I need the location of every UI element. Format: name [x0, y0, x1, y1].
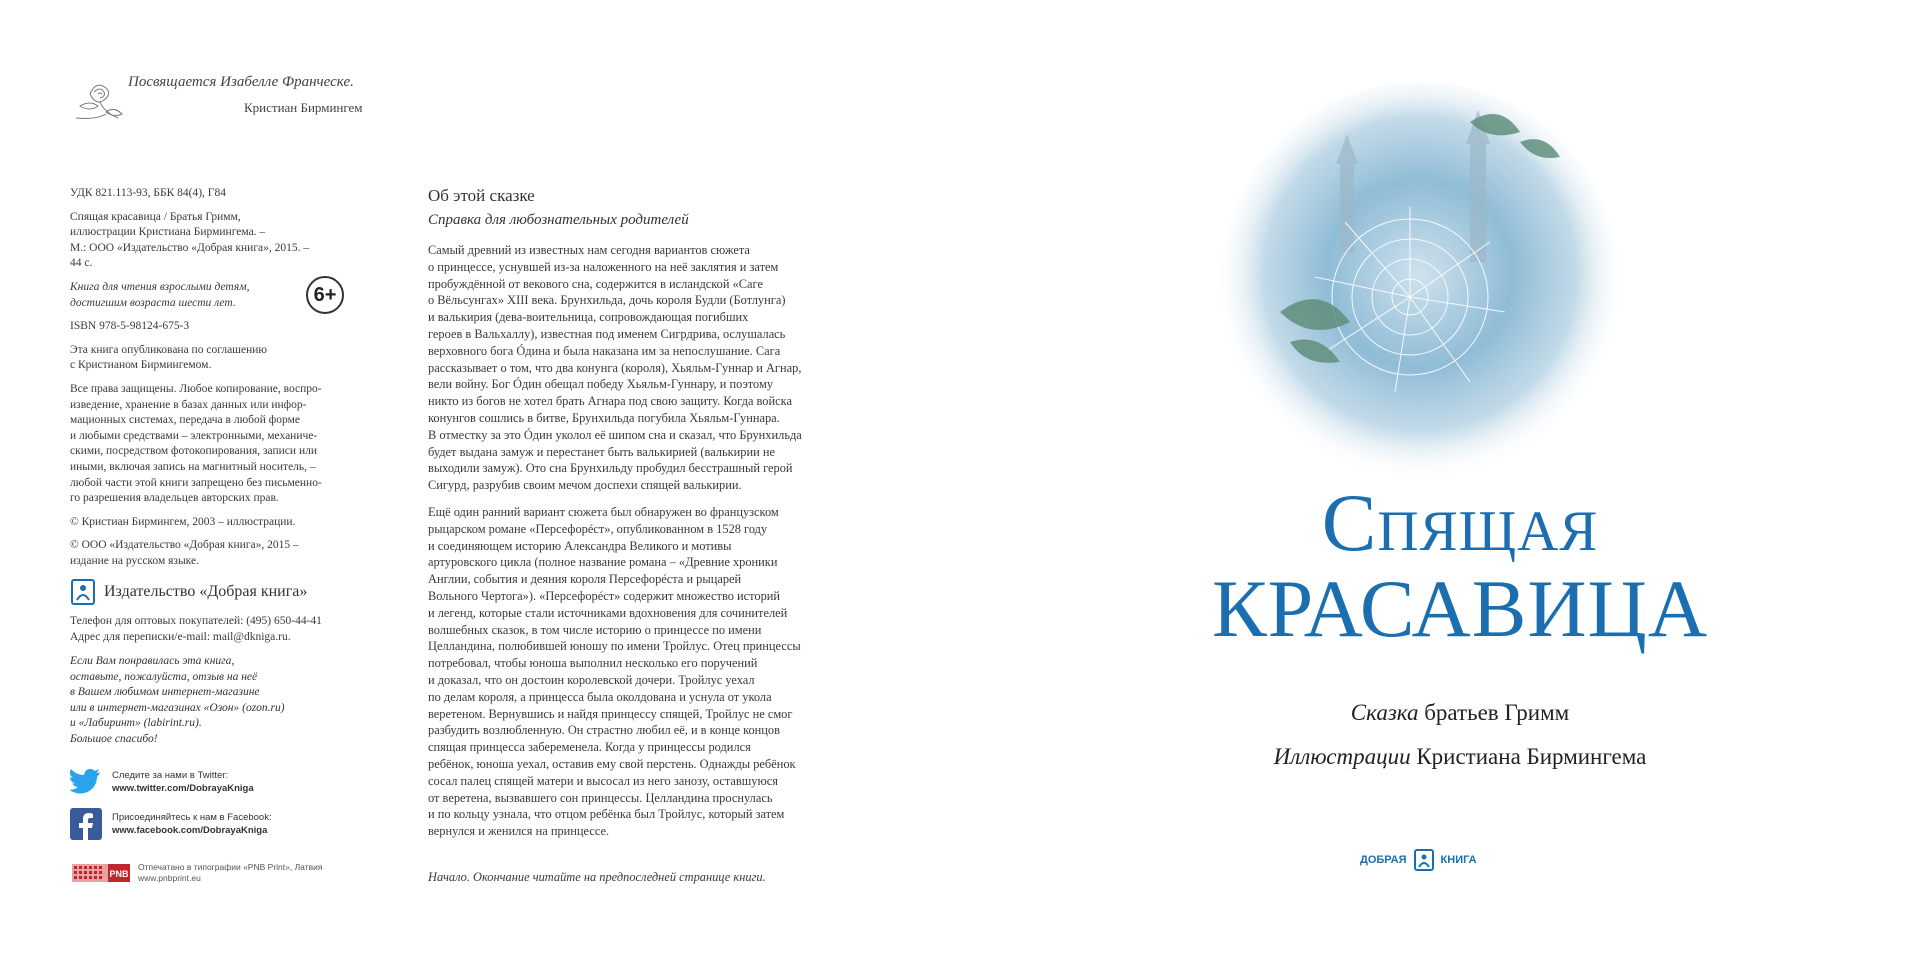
- about-text-line: разбудить возлюбленную. Он страстно любил её, и в конце концов: [428, 723, 780, 738]
- about-text-line: и доказал, что он достоин королевской дочери. Тройлус уехал: [428, 672, 755, 687]
- about-text-line: ребёнок, юноша уехал, оставив ему свой перстень. Однажды ребёнок: [428, 756, 796, 771]
- about-paragraph-2: [428, 504, 868, 840]
- facebook-icon: [70, 808, 102, 840]
- license-note: Эта книга опубликована по соглашению с Кристианом Бирмингемом.: [70, 343, 268, 372]
- about-text-line: Целландина, полюбившей юношу по имени Тройлус. Отец принцессы: [428, 639, 801, 654]
- wholesale-phone: Телефон для оптовых покупателей: (495) 650-44-41: [70, 615, 322, 627]
- continuation-note: Начало. Окончание читайте на предпоследней странице книги.: [428, 870, 766, 884]
- about-text-line: пробуждённой от векового сна, содержится в исландской «Саге: [428, 276, 763, 291]
- publisher-logo-icon: [70, 578, 96, 606]
- about-text-line: артуровского цикла (полное название романа – «Древние хроники: [428, 555, 778, 570]
- about-body: [428, 242, 868, 850]
- review-request: Если Вам понравилась эта книга, оставьте, пожалуйста, отзыв на неё в Вашем любимом интернет-магазине или в интернет-магазинах «Озон» (ozon.ru) и «Лабиринт» (labirint.ru). Большое спасибо!: [70, 655, 285, 745]
- book-title: [1180, 477, 1740, 654]
- cover-illustration: [1220, 82, 1620, 482]
- book-title-line-1: Спящая: [1321, 477, 1599, 568]
- about-text-line: верховного бога Óдина и была наказана им за непослушание. Сага: [428, 343, 781, 358]
- about-text-line: и соединяющем историю Александра Великого и мотивы: [428, 538, 732, 553]
- about-text-line: рыцарском романе «Персефорéст», опубликованном в 1528 году: [428, 521, 768, 536]
- logo-word-right: КНИГА: [1440, 854, 1477, 866]
- about-text-line: и валькирия (дева-воительница, сопровождающая погибших: [428, 310, 749, 325]
- about-title: Об этой сказке: [428, 186, 535, 205]
- imprint-block: [70, 186, 370, 577]
- facebook-label: Присоединяйтесь к нам в Facebook:: [112, 812, 272, 823]
- cover-publisher-logo: [1360, 848, 1477, 872]
- age-note: Книга для чтения взрослыми детям, достигшим возраста шести лет.: [70, 280, 250, 309]
- publisher-logo-icon: [1413, 848, 1435, 872]
- printer-name: Отпечатано в типографии «PNB Print», Латвия: [138, 862, 323, 872]
- printer-url[interactable]: www.pnbprint.eu: [138, 873, 201, 883]
- facebook-row: [70, 808, 272, 840]
- logo-word-left: ДОБРАЯ: [1360, 854, 1407, 866]
- twitter-bird-icon: [70, 768, 102, 796]
- twitter-label: Следите за нами в Twitter:: [112, 770, 229, 781]
- about-text-line: вели войну. Бог Óдин обещал победу Хьяльм-Гуннару, и поэтому: [428, 377, 774, 392]
- twitter-link[interactable]: www.twitter.com/DobrayaKniga: [112, 783, 254, 794]
- about-text-line: и легенд, которые стали источниками вдохновения для сочинителей: [428, 605, 788, 620]
- dedication-text: Посвящается Изабелле Франческе.: [128, 74, 354, 90]
- udk-line: УДК 821.113-93, ББК 84(4), Г84: [70, 187, 226, 199]
- copyright-edition: © ООО «Издательство «Добрая книга», 2015 – издание на русском языке.: [70, 539, 299, 567]
- about-text-line: от веретена, вызвавшего сон принцессы. Целландина проснулась: [428, 790, 773, 805]
- about-text-line: потребовал, чтобы юноша выполнил несколько его поручений: [428, 656, 758, 671]
- about-subtitle: Справка для любознательных родителей: [428, 212, 689, 228]
- about-text-line: будет выдана замуж и перестанет быть валькирией (валькирии не: [428, 444, 775, 459]
- isbn: ISBN 978-5-98124-675-3: [70, 320, 190, 333]
- book-title-line-2: КРАСАВИЦА: [1211, 563, 1709, 654]
- rose-drawing-icon: [70, 72, 134, 126]
- about-text-line: выходили замуж). Ото сна Брунхильду пробудил бесстрашный герой: [428, 461, 793, 476]
- about-text-line: рассказывает о том, что два конунга (короля), Хьяльм-Гуннар и Агнар,: [428, 360, 802, 375]
- twitter-row: [70, 768, 254, 796]
- rights-notice: Все права защищены. Любое копирование, воспро- изведение, хранение в базах данных или инфор- мационных системах, передача в любой форме и любыми средствами – электронными, механиче- скими, посредством фотокопирования, записи или иными, включая запись на магнитный носитель, – любой части этой книги запрещено без письменно- го разрешения владельцев авторских прав.: [70, 382, 322, 505]
- about-text-line: волшебных сказок, в том числе историю о принцессе по имени: [428, 622, 762, 637]
- about-text-line: никто из богов не хотел брать Агнара под свою защиту. Когда войска: [428, 394, 792, 409]
- about-text-line: героев в Вальхаллу), известная под именем Сигрдрива, ослушалась: [428, 326, 786, 341]
- about-text-line: конунгов сошлись в битве, Брунхильда погубила Хьяльм-Гуннара.: [428, 410, 780, 425]
- about-text-line: о Вёльсунгах» XIII века. Брунхильда, дочь короля Будли (Ботлунга): [428, 293, 786, 308]
- about-text-line: Ещё один ранний вариант сюжета был обнаружен во французском: [428, 504, 779, 519]
- publisher-header: [70, 578, 307, 606]
- cover-subtitle: Сказка братьев Гримм: [1350, 700, 1570, 725]
- about-text-line: вернулся и женился на принцессе.: [428, 824, 610, 839]
- about-text-line: веретеном. Вернувшись и найдя принцессу спящей, Тройлус не смог: [428, 706, 793, 721]
- about-text-line: о принцессе, уснувшей из-за наложенного на неё заклятия и затем: [428, 259, 779, 274]
- printer-logo-text: PNB: [109, 869, 129, 879]
- about-text-line: по делам короля, а принцесса была околдована и уснула от укола: [428, 689, 772, 704]
- bibliographic-record: Спящая красавица / Братья Гримм, иллюстрации Кристиана Бирмингема. – М.: ООО «Издательство «Добрая книга», 2015. – 44 с.: [70, 210, 310, 270]
- about-text-line: В отместку за это Óдин уколол её шипом сна и сказал, что Брунхильда: [428, 427, 802, 442]
- about-text-line: Самый древний из известных нам сегодня вариантов сюжета: [428, 243, 750, 257]
- printer-logo-icon: [72, 862, 130, 884]
- mail-address: Адрес для переписки/e-mail: mail@dkniga.ru.: [70, 630, 291, 643]
- about-text-line: Англии, события и деяния короля Персефорéста и рыцарей: [428, 572, 742, 587]
- cover-illustrator: Иллюстрации Кристиана Бирмингема: [1273, 744, 1647, 769]
- copyright-illustrations: © Кристиан Бирмингем, 2003 – иллюстрации.: [70, 515, 296, 528]
- about-text-line: спящая принцесса забеременела. Когда у принцессы родился: [428, 740, 751, 755]
- facebook-link[interactable]: www.facebook.com/DobrayaKniga: [112, 825, 268, 836]
- about-paragraph-1: [428, 242, 868, 494]
- dedication-author: Кристиан Бирмингем: [244, 100, 363, 115]
- about-text-line: Сигурд, разрубив своим мечом доспехи спящей валькирии.: [428, 478, 742, 493]
- printer-info: [72, 862, 322, 884]
- publisher-name: Издательство «Добрая книга»: [104, 583, 308, 600]
- about-text-line: Вольного Чертога»). «Персефорéст» содержит множество историй: [428, 588, 781, 603]
- about-text-line: сосал палец спящей матери и высосал из него занозу, оставшуюся: [428, 773, 778, 788]
- age-rating-badge: 6+: [306, 276, 344, 314]
- about-text-line: и по кольцу узнала, что отцом ребёнка был Тройлус, который затем: [428, 807, 785, 822]
- publisher-contacts: [70, 614, 322, 645]
